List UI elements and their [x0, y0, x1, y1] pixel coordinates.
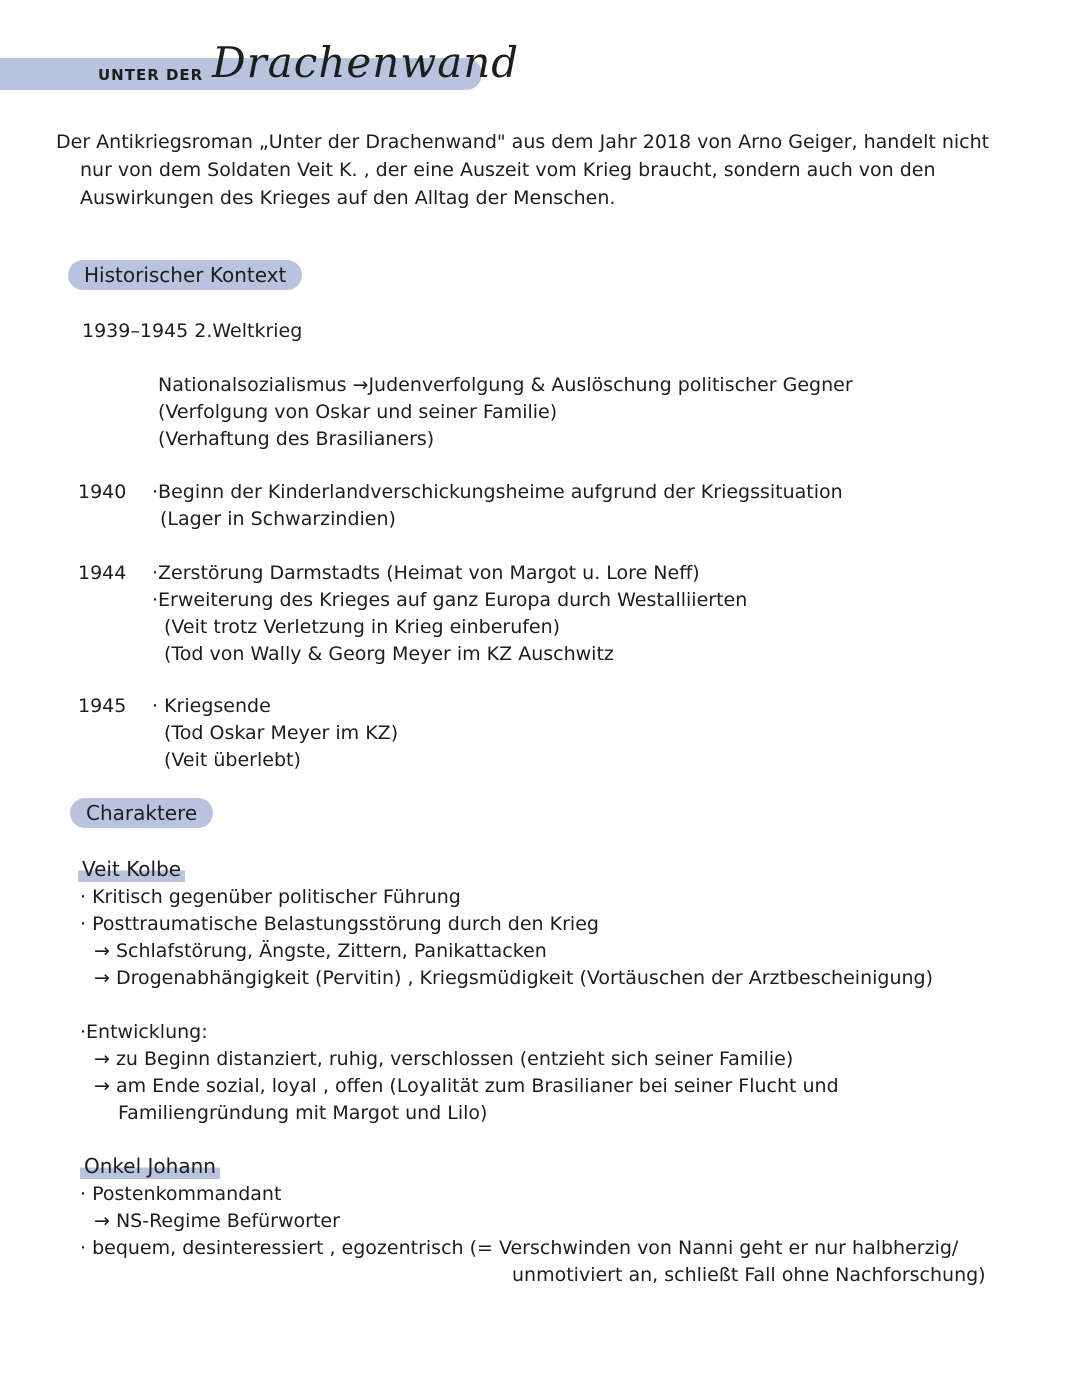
character-name-veit: Veit Kolbe	[78, 856, 185, 882]
event-1945-2: (Tod Oskar Meyer im KZ)	[164, 722, 399, 744]
veit-dev-4: Familiengründung mit Margot und Lilo)	[118, 1102, 488, 1124]
page-title: Drachenwand	[212, 38, 520, 87]
event-1945-1: · Kriegsende	[152, 695, 271, 717]
year-1940: 1940	[78, 481, 127, 503]
johann-line-3: · bequem, desinteressiert , egozentrisch (= Verschwinden von Nanni geht er nur halbherzig/	[80, 1237, 959, 1259]
johann-line-4: unmotiviert an, schließt Fall ohne Nachforschung)	[512, 1264, 986, 1286]
event-1940-1: ·Beginn der Kinderlandverschickungsheime aufgrund der Kriegssituation	[152, 481, 843, 503]
event-1944-1: ·Zerstörung Darmstadts (Heimat von Margot u. Lore Neff)	[152, 562, 700, 584]
veit-dev-2: → zu Beginn distanziert, ruhig, verschlossen (entzieht sich seiner Familie)	[94, 1048, 794, 1070]
event-1940-2: (Lager in Schwarzindien)	[160, 508, 396, 530]
year-1944: 1944	[78, 562, 127, 584]
event-1944-3: (Veit trotz Verletzung in Krieg einberufen)	[164, 616, 561, 638]
ns-line-3: (Verhaftung des Brasilianers)	[158, 428, 435, 450]
section-heading-historical: Historischer Kontext	[68, 260, 302, 290]
event-1945-3: (Veit überlebt)	[164, 749, 301, 771]
character-name-johann: Onkel Johann	[80, 1153, 220, 1179]
veit-dev-1: ·Entwicklung:	[80, 1021, 208, 1043]
veit-line-2: · Posttraumatische Belastungsstörung durch den Krieg	[80, 913, 599, 935]
intro-line-2: nur von dem Soldaten Veit K. , der eine Auszeit vom Krieg braucht, sondern auch von den	[80, 159, 936, 181]
johann-line-2: → NS-Regime Befürworter	[94, 1210, 340, 1232]
intro-line-1: Der Antikriegsroman „Unter der Drachenwand" aus dem Jahr 2018 von Arno Geiger, handelt nicht	[56, 131, 990, 153]
section-heading-characters: Charaktere	[70, 798, 213, 828]
event-1944-4: (Tod von Wally & Georg Meyer im KZ Auschwitz	[164, 643, 614, 665]
title-prefix: UNTER DER	[98, 66, 204, 84]
year-1945: 1945	[78, 695, 127, 717]
event-1944-2: ·Erweiterung des Krieges auf ganz Europa durch Westalliierten	[152, 589, 748, 611]
veit-line-4: → Drogenabhängigkeit (Pervitin) , Kriegsmüdigkeit (Vortäuschen der Arztbescheinigung)	[94, 967, 934, 989]
ns-line-1: Nationalsozialismus →Judenverfolgung & Auslöschung politischer Gegner	[158, 374, 853, 396]
veit-line-3: → Schlafstörung, Ängste, Zittern, Panikattacken	[94, 940, 547, 962]
veit-line-1: · Kritisch gegenüber politischer Führung	[80, 886, 461, 908]
johann-line-1: · Postenkommandant	[80, 1183, 282, 1205]
veit-dev-3: → am Ende sozial, loyal , offen (Loyalität zum Brasilianer bei seiner Flucht und	[94, 1075, 839, 1097]
period-line: 1939–1945 2.Weltkrieg	[82, 320, 303, 342]
intro-line-3: Auswirkungen des Krieges auf den Alltag der Menschen.	[80, 187, 616, 209]
ns-line-2: (Verfolgung von Oskar und seiner Familie)	[158, 401, 558, 423]
intro-paragraph	[56, 128, 1026, 212]
